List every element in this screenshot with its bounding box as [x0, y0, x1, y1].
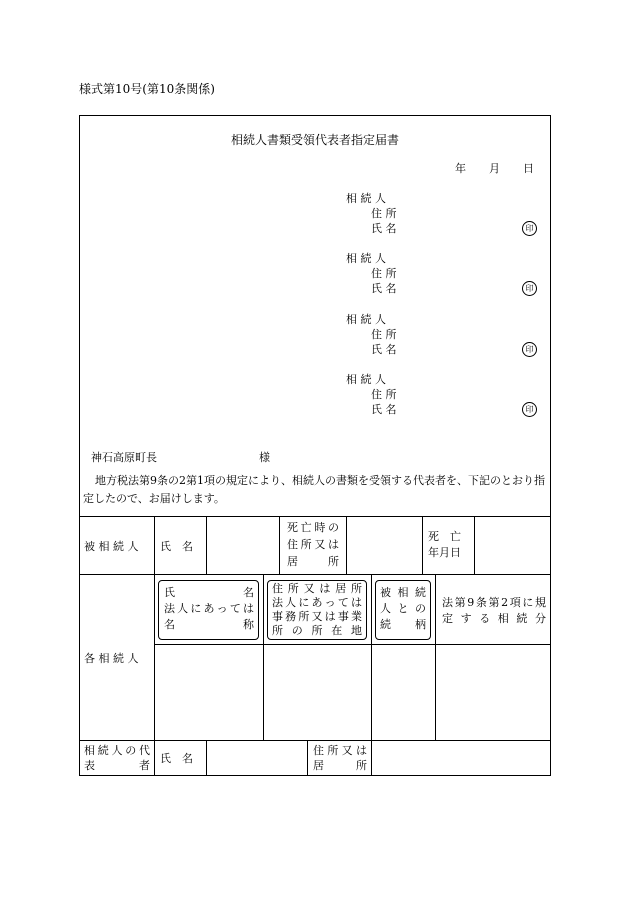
rep-name-input-cell[interactable] — [207, 741, 306, 775]
heir-2-name-label: 氏 名 — [371, 282, 397, 295]
col1-line2: 法人にあっては — [164, 602, 254, 615]
v-r1-3 — [279, 516, 280, 574]
heir-4-name-label: 氏 名 — [371, 403, 397, 416]
col3-line3: 続 柄 — [380, 618, 426, 631]
decedent-name-label: 氏 名 — [160, 540, 193, 553]
heir-1-seal-icon: 印 — [522, 221, 537, 236]
col4-line1: 法第9条第2項に規 — [442, 596, 546, 609]
rep-name-label: 氏 名 — [160, 752, 193, 765]
death-date-input-cell[interactable] — [475, 517, 550, 573]
date-month-label: 月 — [489, 162, 500, 175]
heir-share-input-cell[interactable] — [436, 645, 550, 739]
rep-label-2: 表 者 — [84, 759, 150, 772]
col1-line3: 名 称 — [164, 618, 254, 631]
death-address-label-2: 住所又は — [287, 538, 339, 551]
heir-2-address-label: 住 所 — [371, 267, 397, 280]
heir-relation-input-cell[interactable] — [372, 645, 434, 739]
death-date-label-2: 年月日 — [428, 546, 461, 559]
death-address-label-3: 居 所 — [287, 555, 339, 568]
rep-address-label-2: 居 所 — [313, 759, 367, 772]
col3-line1: 被相続 — [380, 586, 426, 599]
form-title: 相続人書類受領代表者指定届書 — [230, 133, 399, 147]
decedent-address-input-cell[interactable] — [347, 517, 421, 573]
heir-3-seal-icon: 印 — [522, 342, 537, 357]
heir-2-label: 相 続 人 — [346, 252, 386, 265]
v-r1-5 — [422, 516, 423, 574]
death-address-label-1: 死亡時の — [287, 521, 339, 534]
form-number: 様式第10号(第10条関係) — [79, 82, 215, 96]
heir-3-label: 相 続 人 — [346, 313, 386, 326]
decedent-name-input-cell[interactable] — [207, 517, 278, 573]
heir-3-address-label: 住 所 — [371, 328, 397, 341]
v-r3-3 — [307, 740, 308, 776]
col2-line2: 法人にあっては — [272, 596, 362, 609]
rep-address-input-cell[interactable] — [372, 741, 550, 775]
rep-address-label-1: 住所又は — [313, 744, 367, 757]
heir-address-input-cell[interactable] — [264, 645, 370, 739]
col4-line2: 定する相続分 — [442, 612, 546, 625]
heir-4-label: 相 続 人 — [346, 373, 386, 386]
col3-line2: 人との — [380, 602, 426, 615]
heir-3-name-label: 氏 名 — [371, 343, 397, 356]
v-r1-1 — [154, 516, 155, 574]
heir-name-input-cell[interactable] — [155, 645, 262, 739]
addressee: 神石高原町長 — [91, 451, 157, 464]
date-day-label: 日 — [523, 162, 534, 175]
heir-2-seal-icon: 印 — [522, 281, 537, 296]
heir-4-seal-icon: 印 — [522, 402, 537, 417]
body-text: 地方税法第9条の2第1項の規定により、相続人の書類を受領する代表者を、下記のとおり指定したので、お届けします。 — [83, 474, 545, 505]
heir-1-label: 相 続 人 — [346, 192, 386, 205]
rep-label-1: 相続人の代 — [84, 744, 150, 757]
col2-line4: 所の所在地 — [272, 624, 362, 637]
heir-1-name-label: 氏 名 — [371, 222, 397, 235]
honorific: 様 — [259, 451, 270, 464]
table-line-2 — [79, 574, 551, 575]
col1-line1: 氏 名 — [164, 586, 254, 599]
heir-4-address-label: 住 所 — [371, 388, 397, 401]
v-r3-1 — [154, 740, 155, 776]
col2-line3: 事務所又は事業 — [272, 610, 362, 623]
col2-line1: 住所又は居所 — [272, 582, 362, 595]
heirs-label: 各 相 続 人 — [84, 652, 139, 665]
death-date-label-1: 死 亡 — [428, 530, 461, 543]
heir-1-address-label: 住 所 — [371, 207, 397, 220]
date-year-label: 年 — [455, 162, 466, 175]
decedent-label: 被 相 続 人 — [84, 540, 139, 553]
